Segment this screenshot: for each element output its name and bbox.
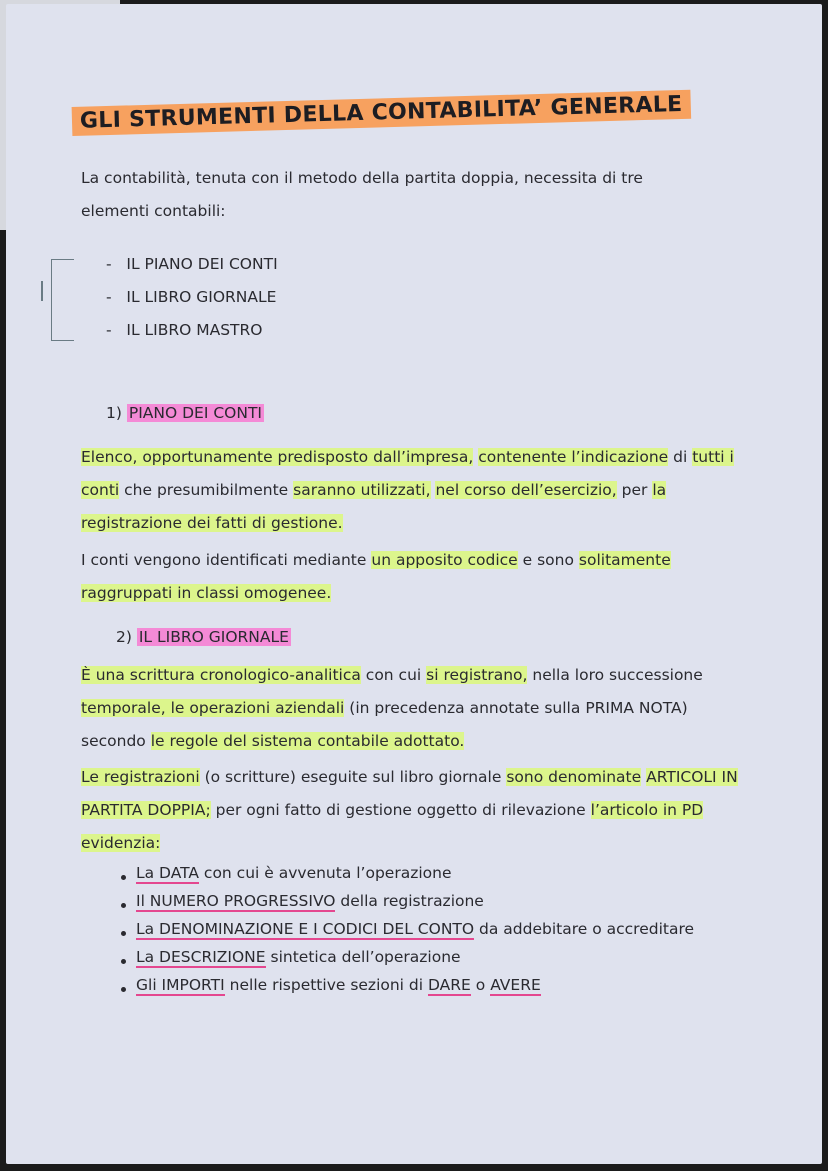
elements-list [106, 248, 278, 347]
list-item: - IL LIBRO MASTRO [106, 321, 263, 339]
section-1-paragraph-1: Elenco, opportunamente predisposto dall’impresa, contenente l’indicazione di tutti i conti che presumibilmente saranno utilizzati, nel corso dell’esercizio, per la registrazione dei fatti di gestione. [81, 448, 734, 532]
section-1-paragraph-2: I conti vengono identificati mediante un apposito codice e sono solitamente raggruppati in classi omogenee. [81, 551, 671, 602]
bullet-dot [121, 875, 126, 880]
section-2-title: IL LIBRO GIORNALE [138, 628, 289, 646]
section-1-title: PIANO DEI CONTI [128, 404, 262, 422]
list-item: - IL LIBRO GIORNALE [106, 288, 277, 306]
handwritten-mark [41, 281, 43, 301]
list-item: La DATA con cui è avvenuta l’operazione [136, 864, 452, 882]
bullet-dot [121, 987, 126, 992]
list-item: La DENOMINAZIONE E I CODICI DEL CONTO da addebitare o accreditare [136, 920, 695, 938]
bullet-dot [121, 903, 126, 908]
bullet-dot [121, 959, 126, 964]
intro-paragraph [81, 162, 643, 228]
list-item: La DESCRIZIONE sintetica dell’operazione [136, 948, 461, 966]
handwritten-bracket [51, 259, 74, 341]
document-page [6, 4, 822, 1164]
intro-line-1: La contabilità, tenuta con il metodo della partita doppia, necessita di tre [81, 169, 643, 187]
intro-line-2: elementi contabili: [81, 202, 226, 220]
section-2-paragraph-2: Le registrazioni (o scritture) eseguite sul libro giornale sono denominate ARTICOLI IN PARTITA DOPPIA; per ogni fatto di gestione oggetto di rilevazione l’articolo in PD evidenzia: [81, 768, 738, 852]
list-item: Gli IMPORTI nelle rispettive sezioni di DARE o AVERE [136, 976, 541, 994]
list-item: - IL PIANO DEI CONTI [106, 255, 278, 273]
section-2-heading: 2) IL LIBRO GIORNALE [116, 628, 289, 646]
bullet-dot [121, 931, 126, 936]
page-title: GLI STRUMENTI DELLA CONTABILITA’ GENERALE [72, 90, 691, 136]
list-item: Il NUMERO PROGRESSIVO della registrazione [136, 892, 484, 910]
section-2-paragraph-1: È una scrittura cronologico-analitica con cui si registrano, nella loro successione temporale, le operazioni aziendali (in precedenza annotate sulla PRIMA NOTA) secondo le regole del sistema contabile adottato. [81, 666, 703, 750]
section-1-heading: 1) PIANO DEI CONTI [106, 404, 262, 422]
